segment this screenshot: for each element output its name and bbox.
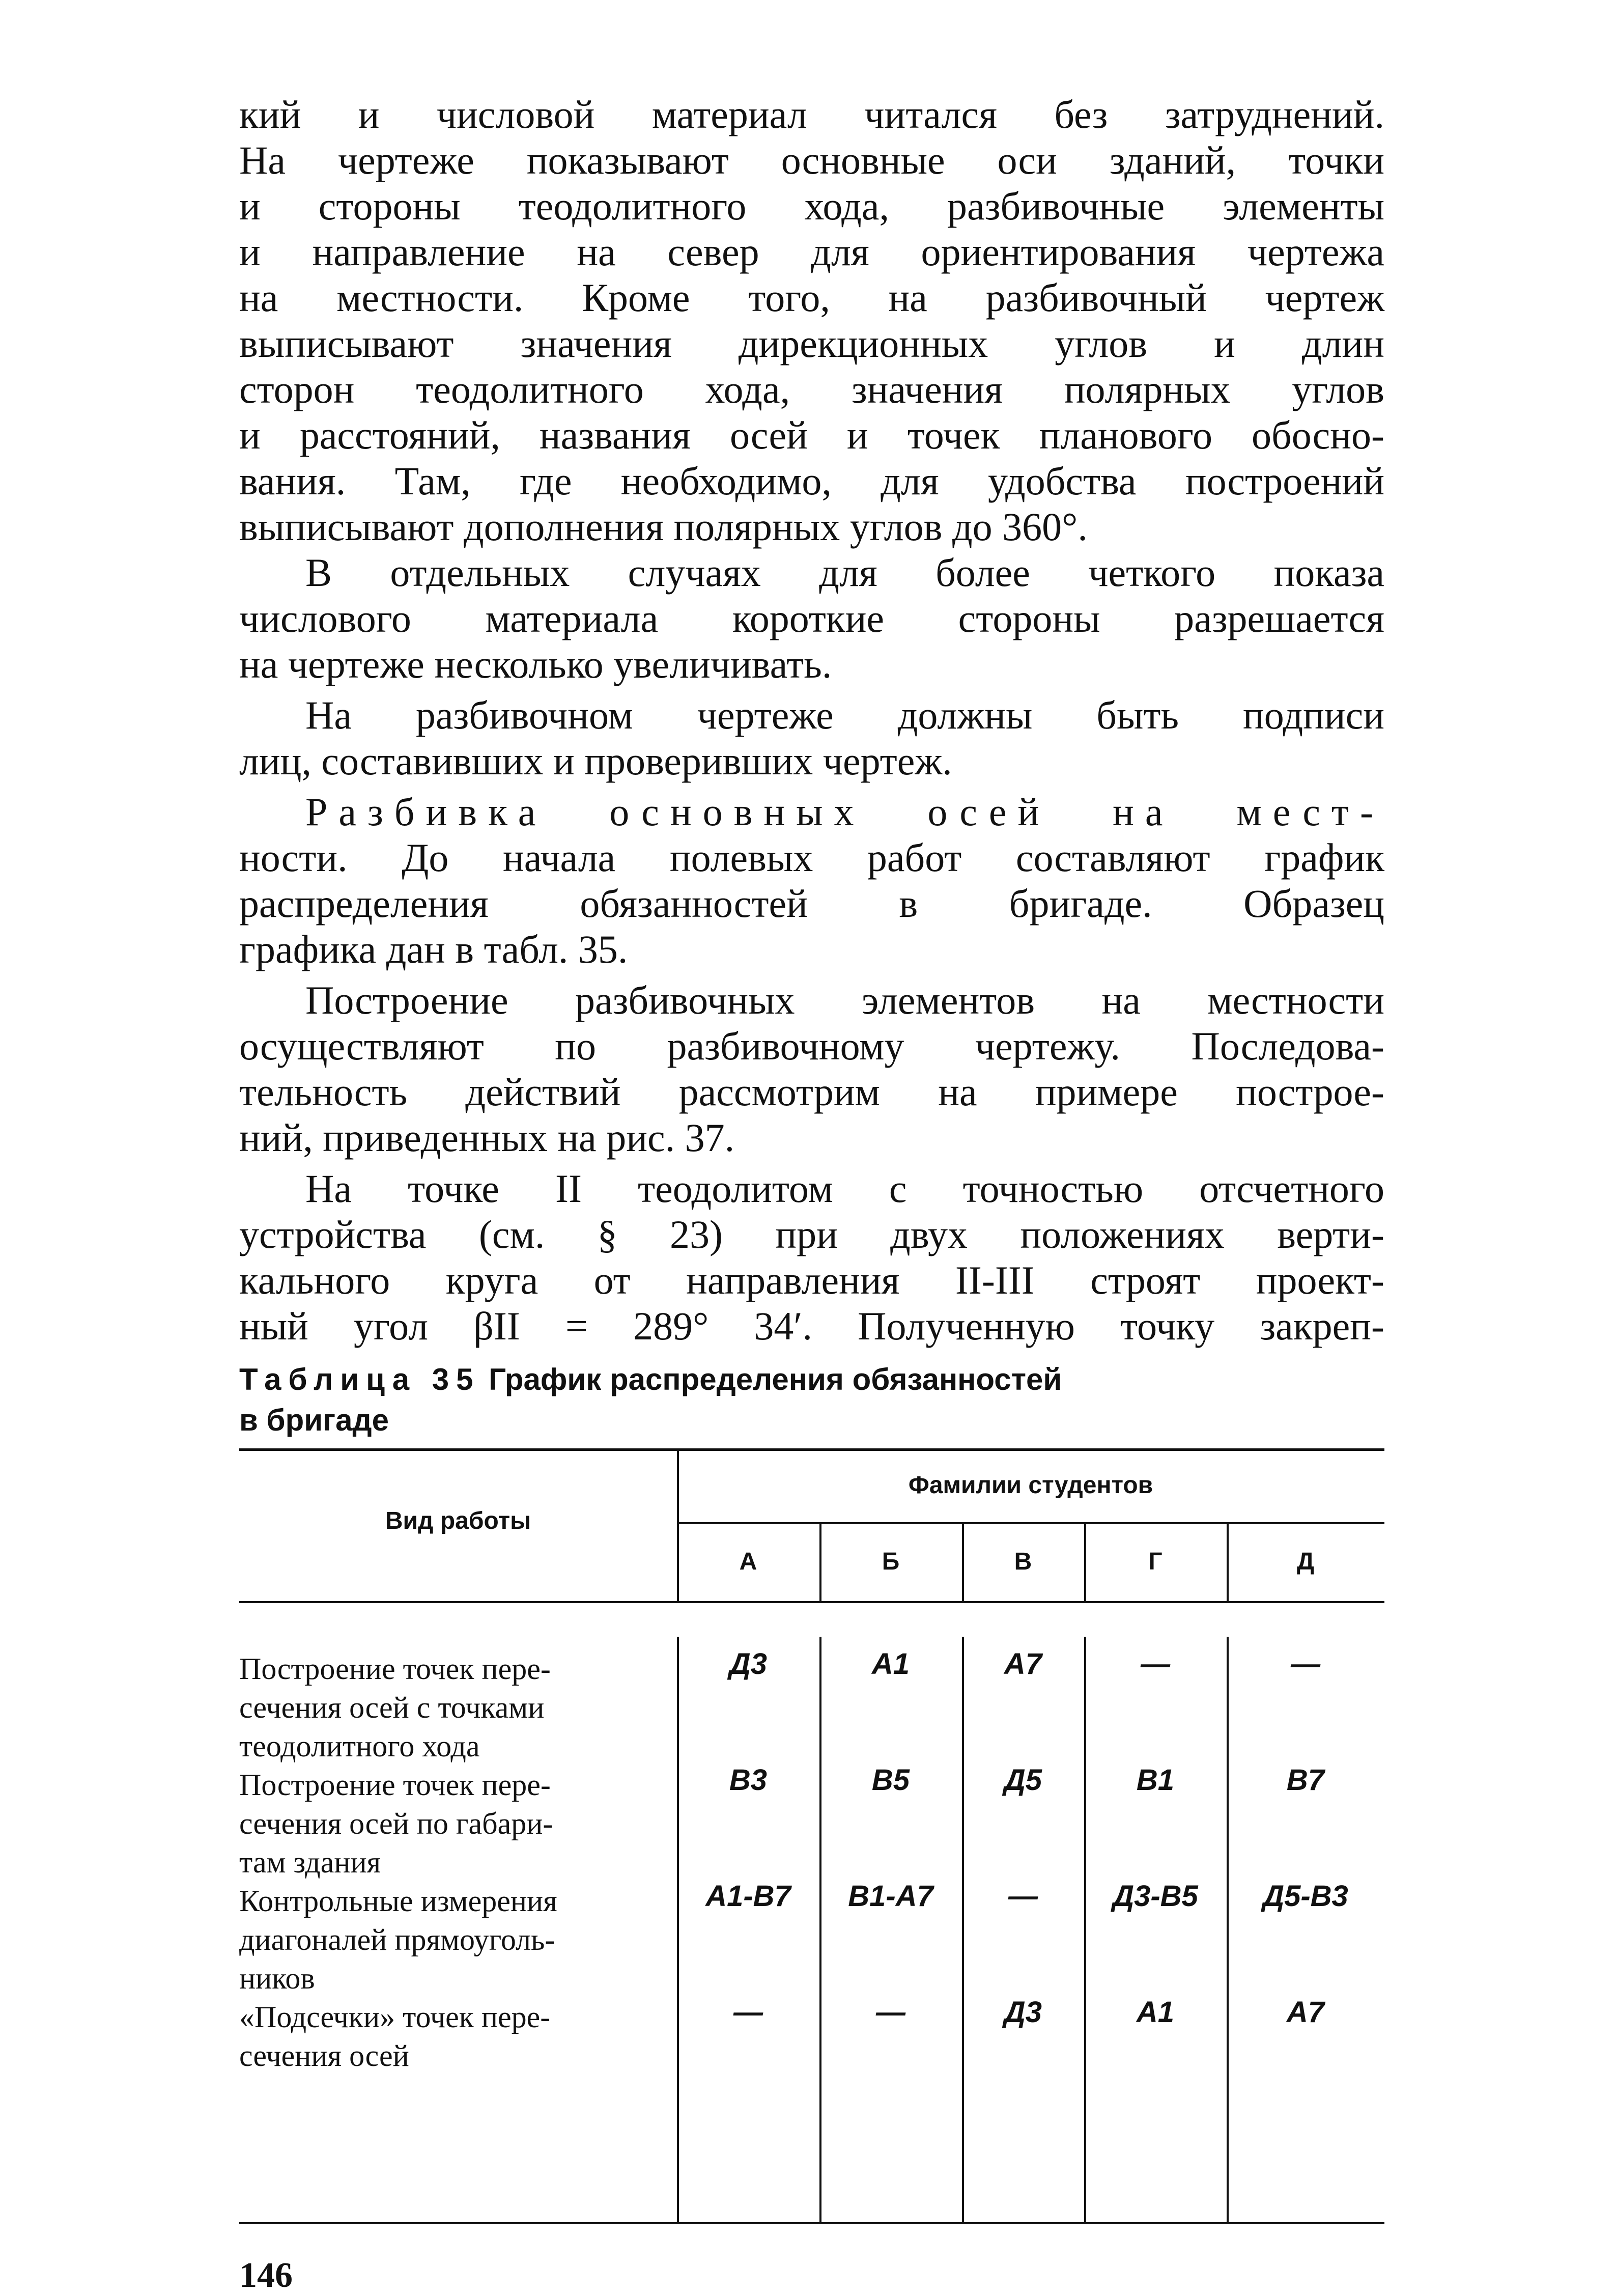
work-line: сечения осей (239, 2039, 409, 2073)
work-line: ников (239, 1962, 315, 1995)
cell: В5 (871, 1763, 910, 1797)
cell: В1 (1136, 1763, 1175, 1797)
text-line: устройства (см. § 23) при двух положениях верти- (239, 1212, 1384, 1256)
text-line: распределения обязанностей в бригаде. Образец (239, 881, 1384, 926)
table-bottom-rule (239, 2222, 1384, 2224)
header-student-d: Д (1296, 1548, 1315, 1575)
cell: — (1291, 1647, 1320, 1681)
table-row-work (239, 1882, 677, 1998)
text-line: В отдельных случаях для более четкого показа (305, 550, 1384, 595)
text-line: и стороны теодолитного хода, разбивочные элементы (239, 184, 1384, 228)
cell: — (733, 1996, 763, 2029)
text-line: графика дан в табл. 35. (239, 927, 628, 971)
table-row-work (239, 1649, 677, 1766)
text-line: кального круга от направления II-III строят проект- (239, 1258, 1384, 1302)
header-work-type: Вид работы (385, 1507, 531, 1534)
col-divider (1227, 1637, 1229, 2222)
cell: Д3 (729, 1647, 768, 1681)
header-student-b: Б (882, 1548, 900, 1575)
cell: Д5-В3 (1263, 1880, 1348, 1913)
text-line: на местности. Кроме того, на разбивочный чертеж (239, 275, 1384, 320)
text-line: На разбивочном чертеже должны быть подписи (305, 693, 1384, 737)
table-label: Таблица 35 (239, 1362, 480, 1396)
text-line: и направление на север для ориентирования чертежа (239, 230, 1384, 274)
table-title-cont: в бригаде (239, 1403, 389, 1437)
text-line: лиц, составивших и проверивших чертеж. (239, 739, 952, 783)
cell: — (1141, 1647, 1170, 1681)
cell: Д3-В5 (1113, 1880, 1198, 1913)
work-line: «Подсечки» точек пере- (239, 2000, 551, 2034)
cell: А1 (1136, 1996, 1175, 2029)
cell: В3 (729, 1763, 768, 1797)
col-divider (677, 1637, 679, 2222)
text-line: тельность действий рассмотрим на примере построе- (239, 1070, 1384, 1114)
work-line: сечения осей с точками (239, 1691, 545, 1724)
header-bottom-rule (239, 1601, 1384, 1603)
group-header-rule (677, 1522, 1384, 1524)
work-line: теодолитного хода (239, 1729, 480, 1763)
header-student-g: Г (1148, 1548, 1163, 1575)
header-student-a: А (739, 1548, 757, 1575)
cell: — (1008, 1880, 1038, 1913)
section-heading-line: Разбивка основных осей на мест- (305, 790, 1384, 834)
work-line: там здания (239, 1845, 381, 1879)
text-line: На точке II теодолитом с точностью отсчетного (305, 1166, 1384, 1211)
text-line: ности. До начала полевых работ составляют график (239, 835, 1384, 880)
text-line: осуществляют по разбивочному чертежу. Последова- (239, 1024, 1384, 1068)
text-line: на чертеже несколько увеличивать. (239, 642, 832, 686)
duties-table (239, 1448, 1384, 2232)
work-line: Построение точек пере- (239, 1768, 551, 1802)
work-line: Построение точек пере- (239, 1652, 551, 1686)
text-line: вания. Там, где необходимо, для удобства построений (239, 459, 1384, 503)
table-row-work (239, 1998, 677, 2075)
cell: А1 (871, 1647, 910, 1681)
text-line: ний, приведенных на рис. 37. (239, 1115, 735, 1160)
cell: А7 (1286, 1996, 1325, 2029)
col-divider (962, 1637, 964, 2222)
col-divider (819, 1637, 821, 2222)
text-line: выписывают значения дирекционных углов и длин (239, 321, 1384, 366)
table-top-rule (239, 1448, 1384, 1451)
cell: — (876, 1996, 905, 2029)
text-line: выписывают дополнения полярных углов до 360°. (239, 505, 1088, 549)
cell: Д3 (1004, 1996, 1042, 2029)
text-line: кий и числовой материал читался без затруднений. (239, 92, 1384, 136)
work-line: сечения осей по габари- (239, 1807, 553, 1840)
cell: В7 (1286, 1763, 1325, 1797)
header-student-v: В (1014, 1548, 1032, 1575)
table-row-work (239, 1766, 677, 1882)
text-line: сторон теодолитного хода, значения полярных углов (239, 367, 1384, 411)
work-line: Контрольные измерения (239, 1884, 557, 1918)
work-line: диагоналей прямоуголь- (239, 1923, 555, 1956)
text-line: Построение разбивочных элементов на местности (305, 978, 1384, 1022)
text-line: ный угол βII = 289° 34′. Полученную точку закреп- (239, 1304, 1384, 1348)
text-line: На чертеже показывают основные оси зданий, точки (239, 138, 1384, 182)
table-title: График распределения обязанностей (489, 1362, 1062, 1396)
text-line: числового материала короткие стороны разрешается (239, 596, 1384, 640)
cell: А7 (1004, 1647, 1042, 1681)
cell: Д5 (1004, 1763, 1042, 1797)
text-line: и расстояний, названия осей и точек планового обосно- (239, 413, 1384, 457)
cell: А1-В7 (705, 1880, 791, 1913)
table-caption (239, 1359, 1384, 1441)
cell: В1-А7 (848, 1880, 933, 1913)
col-divider (1084, 1637, 1086, 2222)
page-number: 146 (239, 2256, 293, 2295)
header-students: Фамилии студентов (908, 1472, 1153, 1499)
